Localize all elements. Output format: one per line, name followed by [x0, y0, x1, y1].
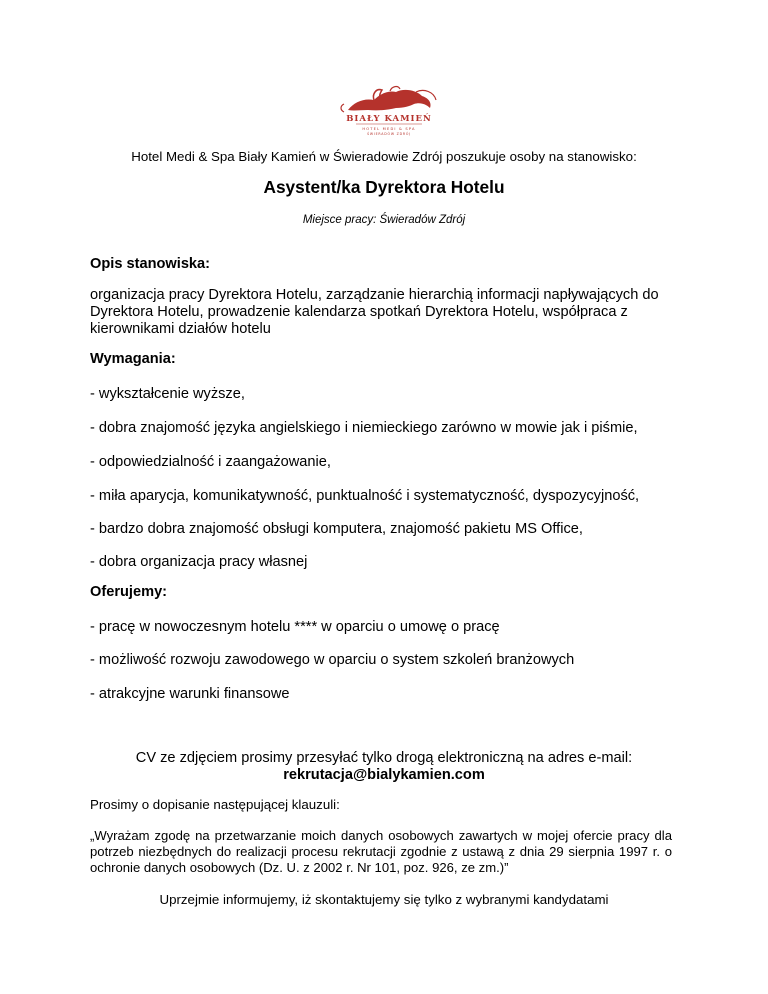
requirement-item: - odpowiedzialność i zaangażowanie,	[90, 454, 331, 470]
svg-text:ŚWIERADÓW ZDRÓJ: ŚWIERADÓW ZDRÓJ	[367, 132, 411, 136]
horse-logo-icon	[334, 80, 444, 138]
footer-note: Uprzejmie informujemy, iż skontaktujemy się tylko z wybranymi kandydatami	[159, 892, 609, 907]
contact-email[interactable]: rekrutacja@bialykamien.com	[283, 767, 485, 783]
job-location: Miejsce pracy: Świeradów Zdrój	[302, 214, 466, 226]
offer-heading: Oferujemy:	[90, 584, 168, 600]
svg-text:HOTEL MEDI & SPA: HOTEL MEDI & SPA	[362, 127, 416, 131]
offer-item: - pracę w nowoczesnym hotelu **** w oparciu o umowę o pracę	[90, 619, 500, 635]
cv-instructions	[60, 750, 708, 784]
job-title: Asystent/ka Dyrektora Hotelu	[263, 177, 505, 197]
requirement-item: - miła aparycja, komunikatywność, punktualność i systematyczność, dyspozycyjność,	[90, 488, 640, 504]
requirement-item: - bardzo dobra znajomość obsługi komputera, znajomość pakietu MS Office,	[90, 521, 583, 537]
offer-item: - atrakcyjne warunki finansowe	[90, 686, 290, 702]
description-heading: Opis stanowiska:	[90, 256, 211, 272]
offer-item: - możliwość rozwoju zawodowego w oparciu o system szkoleń branżowych	[90, 652, 575, 668]
requirements-heading: Wymagania:	[90, 351, 176, 367]
consent-clause: „Wyrażam zgodę na przetwarzanie moich danych osobowych zawartych w mojej ofercie pracy dla potrzeb niezbędnych do realizacji procesu rekrutacji zgodnie z ustawą z dnia 29 sierpnia 1997 r. o ochronie danych osobowych (Dz. U. z 2002 r. Nr 101, poz. 926, ze zm.)”	[90, 828, 672, 875]
requirement-item: - wykształcenie wyższe,	[90, 386, 245, 402]
requirement-item: - dobra organizacja pracy własnej	[90, 554, 308, 570]
cv-text: CV ze zdjęciem prosimy przesyłać tylko drogą elektroniczną na adres e-mail:	[135, 750, 633, 766]
description-text: organizacja pracy Dyrektora Hotelu, zarządzanie hierarchią informacji napływających do Dyrektora Hotelu, prowadzenie kalendarza spotkań Dyrektora Hotelu, współpraca z kierownikami działów hotelu	[90, 287, 659, 337]
hotel-logo	[334, 80, 444, 138]
svg-text:BIAŁY KAMIEŃ: BIAŁY KAMIEŃ	[346, 114, 432, 124]
clause-request: Prosimy o dopisanie następującej klauzuli:	[90, 797, 340, 812]
requirement-item: - dobra znajomość języka angielskiego i niemieckiego zarówno w mowie jak i piśmie,	[90, 420, 638, 436]
intro-text: Hotel Medi & Spa Biały Kamień w Świeradowie Zdrój poszukuje osoby na stanowisko:	[131, 149, 637, 164]
